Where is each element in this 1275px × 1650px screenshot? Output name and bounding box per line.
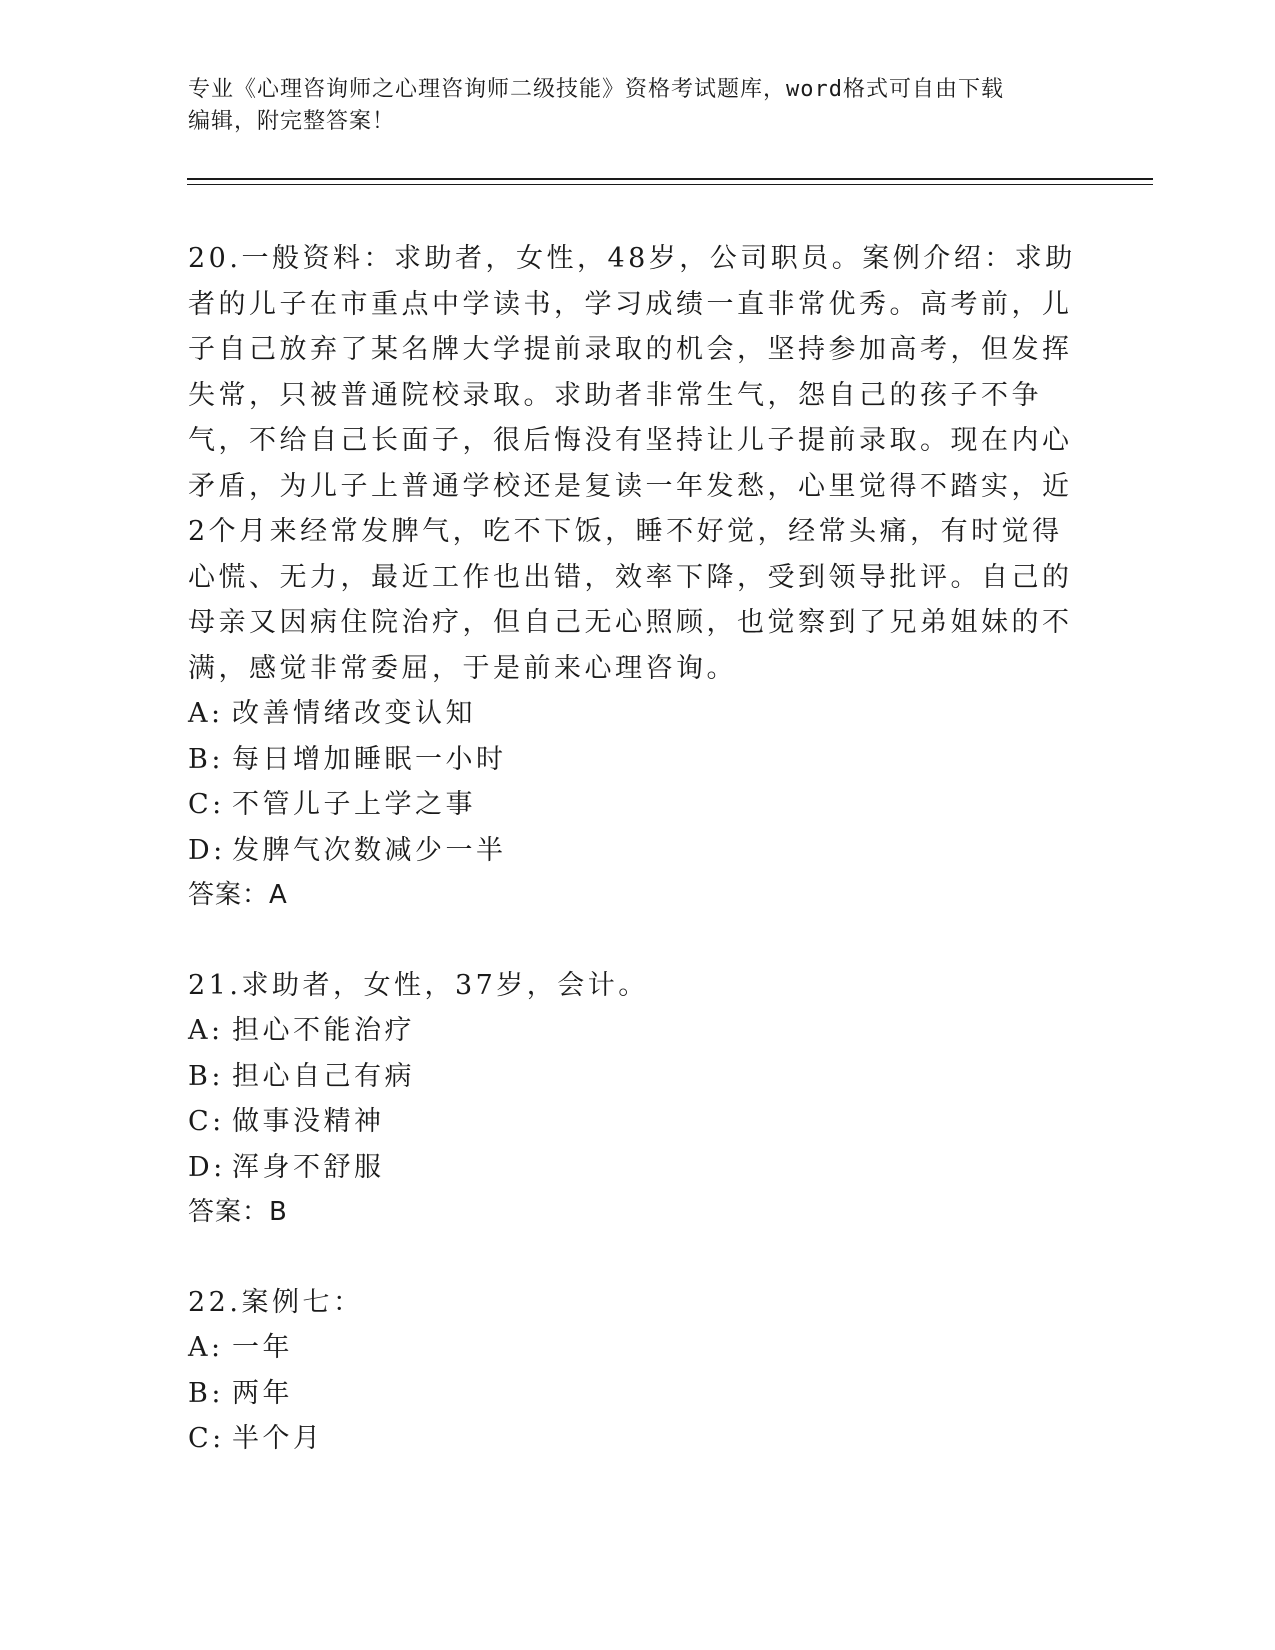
option-c — [188, 1099, 1088, 1145]
header-divider-thick — [187, 178, 1153, 180]
option-text: 发脾气次数减少一半 — [232, 834, 507, 866]
option-d — [188, 828, 1088, 874]
option-c — [188, 782, 1088, 828]
option-a — [188, 1325, 1088, 1371]
option-text: 半个月 — [232, 1423, 324, 1454]
option-key: C: — [188, 1106, 225, 1137]
option-a — [188, 1008, 1088, 1054]
answer-line: 答案：A — [188, 880, 288, 910]
answer-line: 答案：B — [188, 1197, 288, 1227]
option-key: B: — [188, 1377, 224, 1409]
option-a — [188, 691, 1088, 737]
option-text: 做事没精神 — [232, 1106, 385, 1137]
option-text: 担心不能治疗 — [232, 1015, 415, 1046]
option-key: C: — [188, 1423, 225, 1454]
question-stem: 21.求助者，女性，37岁，会计。 — [188, 969, 649, 1001]
option-key: D: — [188, 834, 226, 866]
option-text: 浑身不舒服 — [232, 1151, 385, 1183]
header-line-2: 编辑，附完整答案！ — [188, 109, 396, 134]
header-line-1: 专业《心理咨询师之心理咨询师二级技能》资格考试题库，word格式可自由下载 — [188, 77, 1004, 102]
option-text: 担心自己有病 — [232, 1060, 415, 1092]
option-text: 每日增加睡眠一小时 — [232, 743, 507, 775]
option-key: A: — [188, 1332, 224, 1363]
option-key: C: — [188, 789, 225, 820]
option-text: 改善情绪改变认知 — [232, 698, 476, 729]
option-c — [188, 1416, 1088, 1462]
question-21 — [188, 963, 1088, 1236]
option-key: A: — [188, 698, 224, 729]
option-b — [188, 737, 1088, 783]
option-d — [188, 1145, 1088, 1191]
question-stem: 22.案例七： — [188, 1286, 364, 1318]
header-divider-thin — [187, 184, 1153, 185]
option-text: 一年 — [232, 1332, 293, 1363]
option-b — [188, 1371, 1088, 1417]
question-22 — [188, 1280, 1088, 1462]
document-header — [188, 74, 1088, 138]
option-text: 不管儿子上学之事 — [232, 789, 476, 820]
option-key: B: — [188, 743, 224, 775]
question-list — [188, 236, 1088, 1506]
option-b — [188, 1054, 1088, 1100]
option-key: D: — [188, 1151, 226, 1183]
option-key: A: — [188, 1015, 224, 1046]
question-20 — [188, 236, 1088, 919]
option-key: B: — [188, 1060, 224, 1092]
option-text: 两年 — [232, 1377, 293, 1409]
question-stem: 20.一般资料：求助者，女性，48岁，公司职员。案例介绍：求助者的儿子在市重点中学读书，学习成绩一直非常优秀。高考前，儿子自己放弃了某名牌大学提前录取的机会，坚持参加高考，但发挥失常，只被普通院校录取。求助者非常生气，怨自己的孩子不争气，不给自己长面子，很后悔没有坚持让儿子提前录取。现在内心矛盾，为儿子上普通学校还是复读一年发愁，心里觉得不踏实，近2个月来经常发脾气，吃不下饭，睡不好觉，经常头痛，有时觉得心慌、无力，最近工作也出错，效率下降，受到领导批评。自己的母亲又因病住院治疗，但自己无心照顾，也觉察到了兄弟姐妹的不满，感觉非常委屈，于是前来心理咨询。 — [188, 243, 1076, 684]
